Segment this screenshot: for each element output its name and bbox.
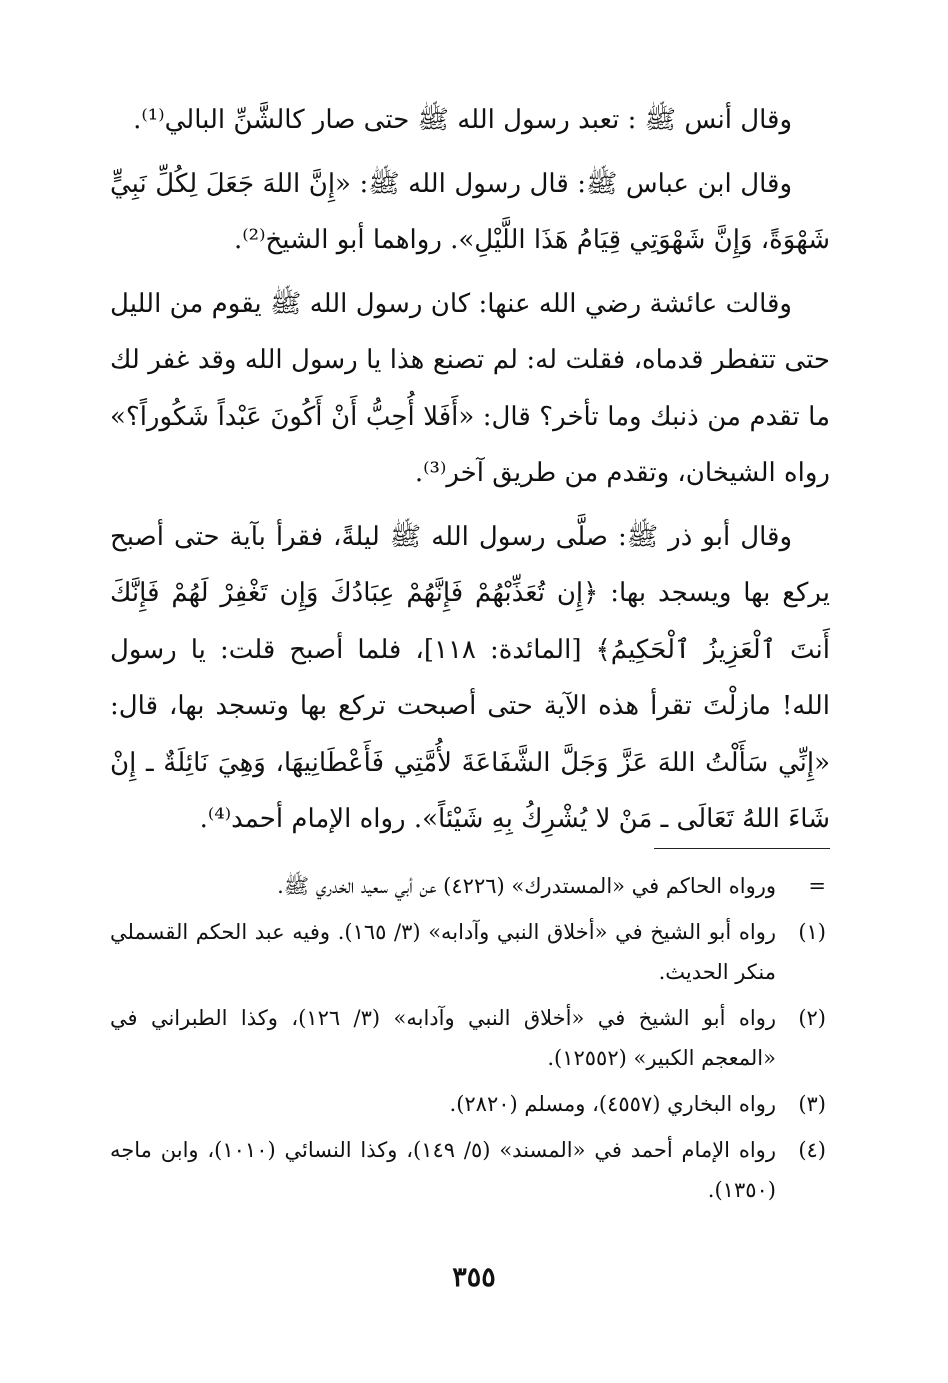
footnote-marker: = xyxy=(808,874,826,898)
footnote-marker: (٣) xyxy=(798,1092,826,1116)
footnotes xyxy=(110,866,830,1216)
footnote-text: رواه أبو الشيخ في «أخلاق النبي وآدابه» (٣/ ١٢٦)، وكذا الطبراني في «المعجم الكبير» (١٢٥٥٢). xyxy=(110,1006,776,1070)
footnote-text: رواه أبو الشيخ في «أخلاق النبي وآدابه» (٣/ ١٦٥). وفيه عبد الحكم القسملي منكر الحديث. xyxy=(110,920,776,984)
footnote-text: ورواه الحاكم في «المستدرك» (٤٢٢٦) عن أبي سعيد الخدري ﷺ. xyxy=(277,874,776,898)
main-text xyxy=(110,92,830,855)
footnote-marker: (٢) xyxy=(798,1006,826,1030)
footnote-2 xyxy=(110,998,830,1078)
paragraph-anas: وقال أنس ﷺ : تعبد رسول الله ﷺ حتى صار كالشَّنِّ البالي⁽¹⁾. xyxy=(133,105,792,135)
footnote-divider xyxy=(654,848,830,849)
paragraph-abu-dharr: وقال أبو ذر ﷺ: صلَّى رسول الله ﷺ ليلةً، فقرأ بآية حتى أصبح يركع بها ويسجد بها: ﴿إِن تُعَذِّبْهُمْ فَإِنَّهُمْ عِبَادُكَ وَإِن تَغْفِرْ لَهُمْ فَإِنَّكَ أَنتَ ٱلْعَزِيزُ ٱلْحَكِيمُ﴾ [المائدة: ١١٨]، فلما أصبح قلت: يا رسول الله! مازلْتَ تقرأ هذه الآية حتى أصبحت تركع بها وتسجد بها، قال: «إِنِّي سَأَلْتُ اللهَ عَزَّ وَجَلَّ الشَّفَاعَةَ لأُمَّتِي فَأَعْطَانِيهَا، وَهِيَ نَائِلَةٌ ـ إِنْ شَاءَ اللهُ تَعَالَى ـ مَنْ لا يُشْرِكُ بِهِ شَيْئاً». رواه الإمام أحمد⁽⁴⁾. xyxy=(110,521,830,834)
footnote-text: رواه الإمام أحمد في «المسند» (٥/ ١٤٩)، وكذا النسائي (١٠١٠)، وابن ماجه (١٣٥٠). xyxy=(110,1138,776,1202)
footnote-3 xyxy=(110,1084,830,1124)
footnote-text: رواه البخاري (٤٥٥٧)، ومسلم (٢٨٢٠). xyxy=(449,1092,776,1116)
paragraph-aisha: وقالت عائشة رضي الله عنها: كان رسول الله ﷺ يقوم من الليل حتى تتفطر قدماه، فقلت له: لم تصنع هذا يا رسول الله وقد غفر لك ما تقدم من ذنبك وما تأخر؟ قال: «أَفَلا أُحِبُّ أَنْ أَكُونَ عَبْداً شَكُوراً؟» رواه الشيخان، وتقدم من طريق آخر⁽³⁾. xyxy=(110,288,830,488)
paragraph-ibn-abbas: وقال ابن عباس ﷺ: قال رسول الله ﷺ: «إِنَّ اللهَ جَعَلَ لِكُلِّ نَبِيٍّ شَهْوَةً، وَإِنَّ شَهْوَتِي قِيَامُ هَذَا اللَّيْلِ». رواهما أبو الشيخ⁽²⁾. xyxy=(110,168,830,255)
footnote-marker: (١) xyxy=(798,920,826,944)
footnote-continuation xyxy=(110,866,830,906)
footnote-1 xyxy=(110,912,830,992)
footnote-4 xyxy=(110,1130,830,1210)
footnote-marker: (٤) xyxy=(798,1138,826,1162)
page-number: ٣٥٥ xyxy=(452,1262,496,1293)
